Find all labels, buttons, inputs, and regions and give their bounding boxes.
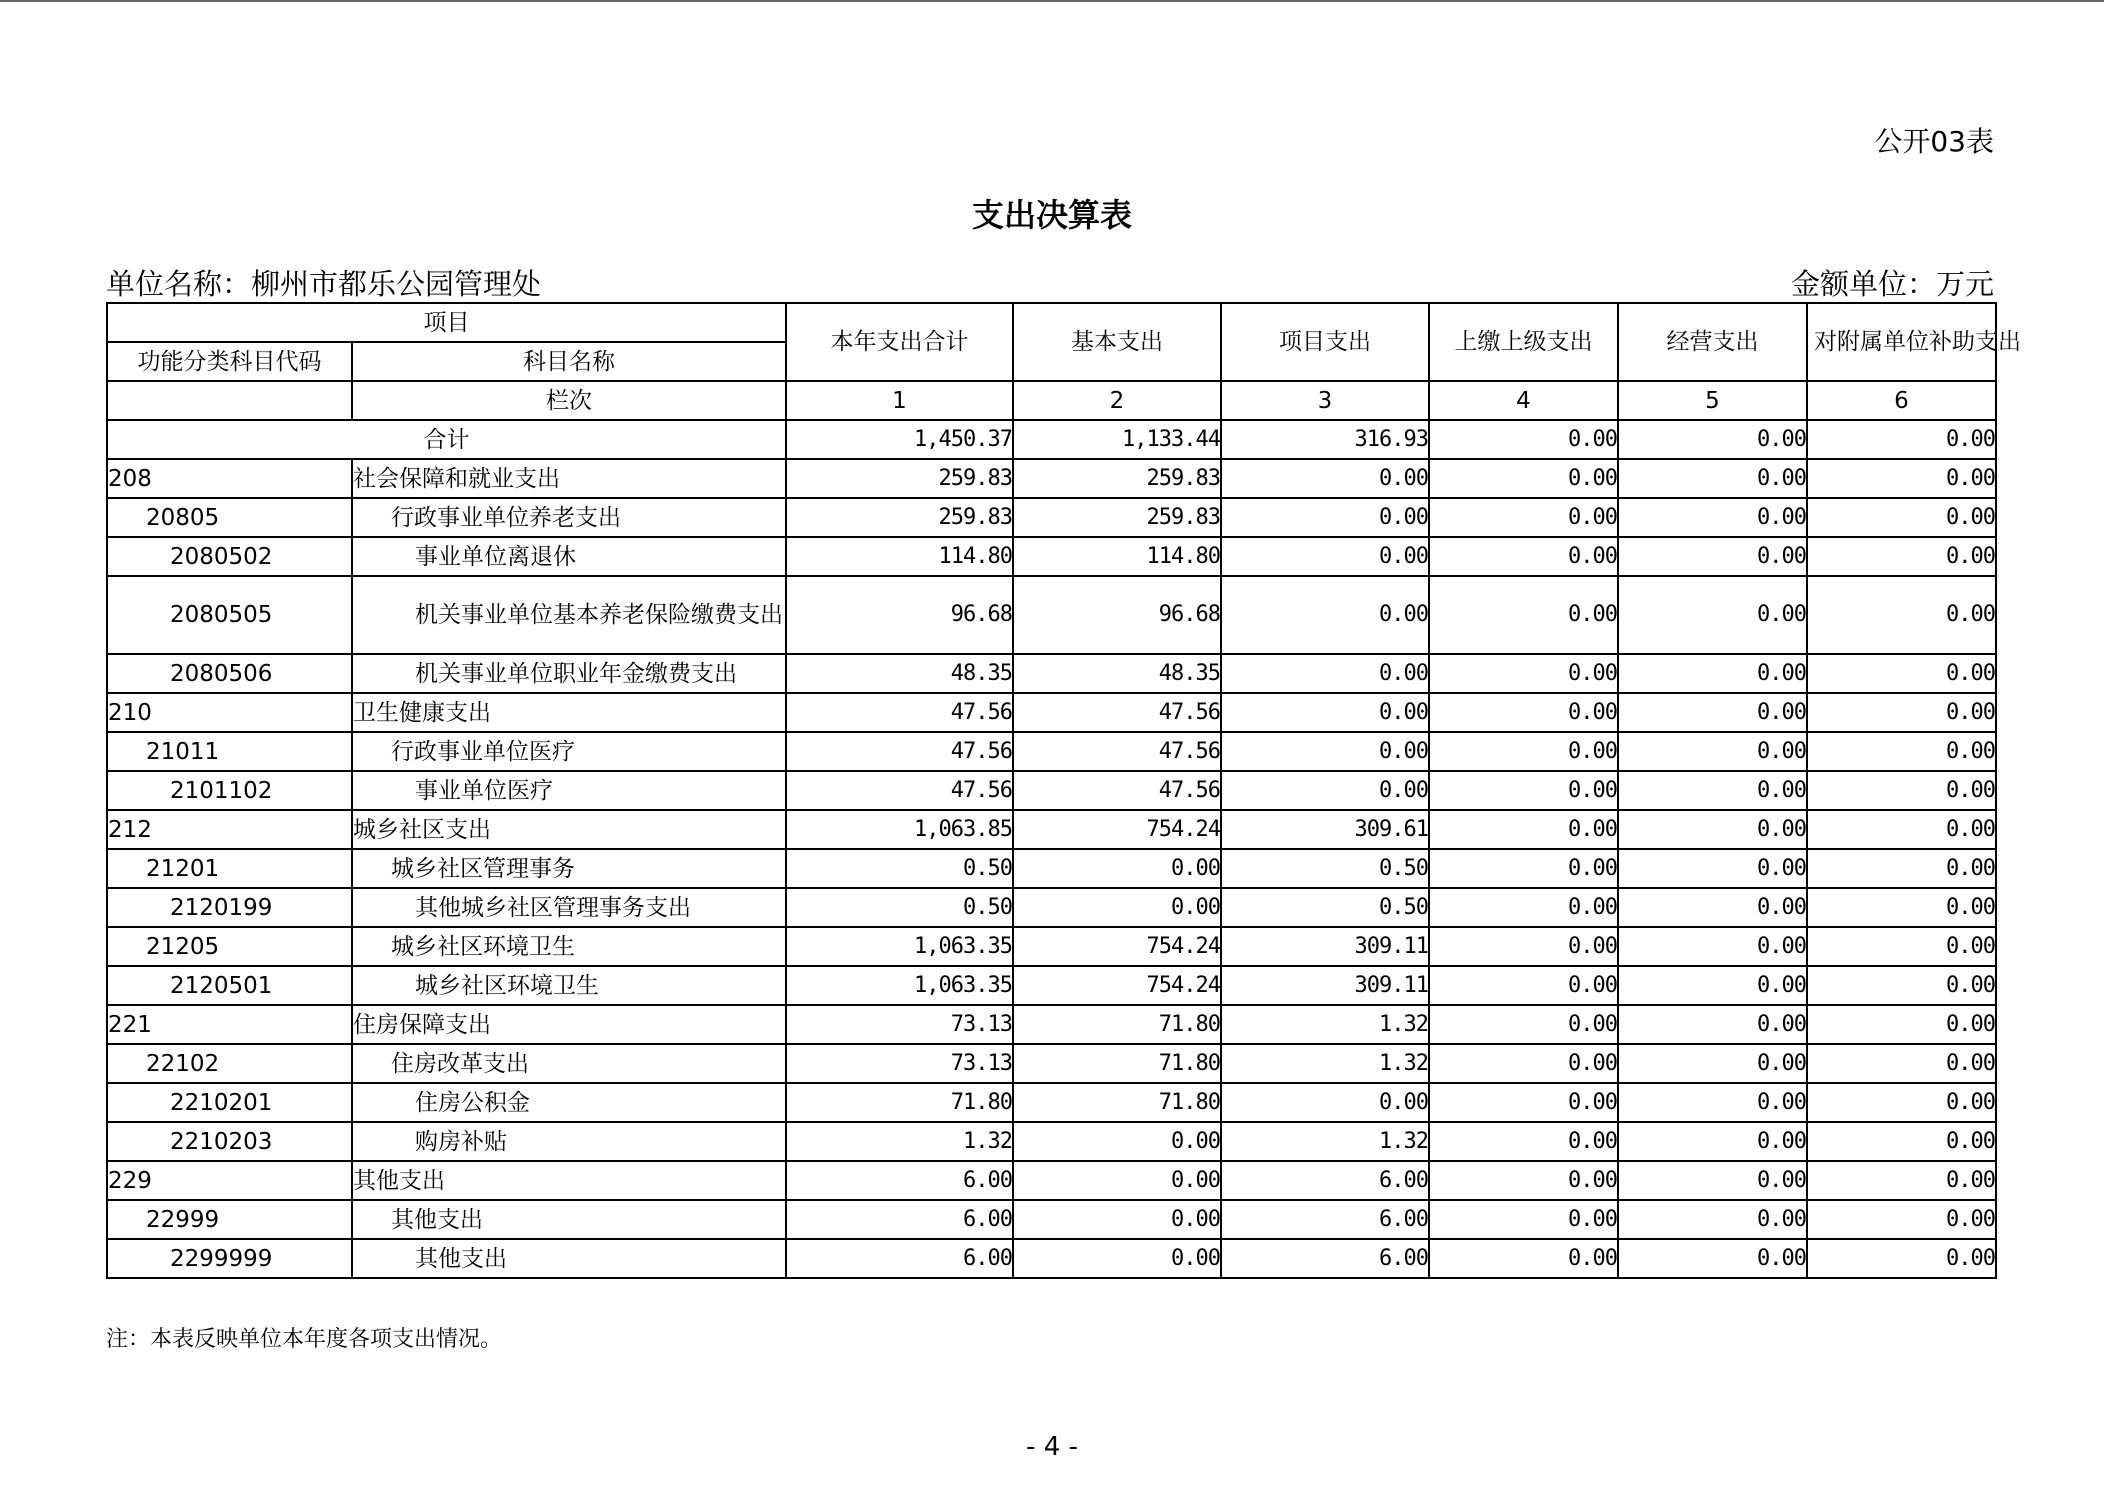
row-value: 0.00 bbox=[1618, 654, 1807, 693]
row-value: 0.00 bbox=[1807, 1122, 1996, 1161]
row-name: 城乡社区环境卫生 bbox=[352, 966, 786, 1005]
row-value: 259.83 bbox=[786, 498, 1013, 537]
row-code: 20805 bbox=[107, 498, 352, 537]
row-name: 机关事业单位基本养老保险缴费支出 bbox=[352, 576, 786, 654]
row-name: 事业单位医疗 bbox=[352, 771, 786, 810]
table-row bbox=[107, 1122, 1996, 1161]
row-code: 21201 bbox=[107, 849, 352, 888]
row-value: 0.00 bbox=[1807, 1044, 1996, 1083]
table-row bbox=[107, 537, 1996, 576]
column-index: 5 bbox=[1618, 381, 1807, 420]
row-value: 73.13 bbox=[786, 1005, 1013, 1044]
row-code: 2210201 bbox=[107, 1083, 352, 1122]
row-name: 住房改革支出 bbox=[352, 1044, 786, 1083]
row-value: 0.00 bbox=[1807, 849, 1996, 888]
row-value: 0.00 bbox=[1618, 849, 1807, 888]
row-value: 0.50 bbox=[786, 849, 1013, 888]
row-value: 0.00 bbox=[1013, 888, 1221, 927]
row-value: 6.00 bbox=[1221, 1161, 1429, 1200]
row-value: 0.00 bbox=[1807, 1239, 1996, 1278]
column-index: 2 bbox=[1013, 381, 1221, 420]
row-name: 行政事业单位医疗 bbox=[352, 732, 786, 771]
row-name: 事业单位离退休 bbox=[352, 537, 786, 576]
header-basic: 基本支出 bbox=[1013, 303, 1221, 381]
table-row bbox=[107, 888, 1996, 927]
column-index-blank bbox=[107, 381, 352, 420]
row-value: 259.83 bbox=[786, 459, 1013, 498]
row-value: 48.35 bbox=[1013, 654, 1221, 693]
total-cell: 0.00 bbox=[1807, 420, 1996, 459]
table-row bbox=[107, 771, 1996, 810]
row-value: 6.00 bbox=[1221, 1239, 1429, 1278]
row-value: 0.00 bbox=[1429, 732, 1618, 771]
row-value: 96.68 bbox=[786, 576, 1013, 654]
row-value: 309.61 bbox=[1221, 810, 1429, 849]
row-code: 2080506 bbox=[107, 654, 352, 693]
row-value: 71.80 bbox=[1013, 1005, 1221, 1044]
row-value: 0.00 bbox=[1429, 849, 1618, 888]
column-index: 1 bbox=[786, 381, 1013, 420]
total-cell: 0.00 bbox=[1618, 420, 1807, 459]
row-value: 0.00 bbox=[1807, 1005, 1996, 1044]
row-value: 0.00 bbox=[1618, 1044, 1807, 1083]
row-code: 229 bbox=[107, 1161, 352, 1200]
row-value: 0.00 bbox=[1429, 459, 1618, 498]
row-value: 0.00 bbox=[1618, 927, 1807, 966]
row-value: 1,063.85 bbox=[786, 810, 1013, 849]
table-row bbox=[107, 1005, 1996, 1044]
column-index-label: 栏次 bbox=[352, 381, 786, 420]
row-name: 城乡社区支出 bbox=[352, 810, 786, 849]
row-value: 0.00 bbox=[1807, 537, 1996, 576]
row-value: 0.00 bbox=[1807, 927, 1996, 966]
row-value: 48.35 bbox=[786, 654, 1013, 693]
row-value: 0.00 bbox=[1618, 1200, 1807, 1239]
row-name: 机关事业单位职业年金缴费支出 bbox=[352, 654, 786, 693]
row-value: 0.00 bbox=[1429, 810, 1618, 849]
header-name: 科目名称 bbox=[352, 342, 786, 381]
row-value: 0.00 bbox=[1221, 498, 1429, 537]
row-name: 社会保障和就业支出 bbox=[352, 459, 786, 498]
row-value: 0.00 bbox=[1807, 498, 1996, 537]
row-code: 212 bbox=[107, 810, 352, 849]
row-value: 0.00 bbox=[1429, 1044, 1618, 1083]
table-row bbox=[107, 1044, 1996, 1083]
row-value: 0.00 bbox=[1807, 459, 1996, 498]
row-value: 0.00 bbox=[1618, 966, 1807, 1005]
total-cell: 0.00 bbox=[1429, 420, 1618, 459]
table-row bbox=[107, 1200, 1996, 1239]
row-value: 259.83 bbox=[1013, 459, 1221, 498]
row-code: 22999 bbox=[107, 1200, 352, 1239]
row-value: 0.00 bbox=[1429, 654, 1618, 693]
row-code: 2210203 bbox=[107, 1122, 352, 1161]
row-value: 0.50 bbox=[1221, 888, 1429, 927]
row-value: 0.00 bbox=[1807, 966, 1996, 1005]
row-value: 47.56 bbox=[1013, 693, 1221, 732]
row-value: 1.32 bbox=[786, 1122, 1013, 1161]
table-row bbox=[107, 810, 1996, 849]
row-name: 其他支出 bbox=[352, 1239, 786, 1278]
total-cell: 1,450.37 bbox=[786, 420, 1013, 459]
header-project-expense: 项目支出 bbox=[1221, 303, 1429, 381]
row-value: 0.00 bbox=[1429, 576, 1618, 654]
row-code: 2120199 bbox=[107, 888, 352, 927]
row-code: 21011 bbox=[107, 732, 352, 771]
row-value: 0.00 bbox=[1429, 1239, 1618, 1278]
row-value: 71.80 bbox=[1013, 1044, 1221, 1083]
row-code: 2299999 bbox=[107, 1239, 352, 1278]
row-value: 1.32 bbox=[1221, 1044, 1429, 1083]
table-row bbox=[107, 576, 1996, 654]
row-value: 1.32 bbox=[1221, 1122, 1429, 1161]
table-row bbox=[107, 654, 1996, 693]
row-value: 114.80 bbox=[786, 537, 1013, 576]
row-value: 0.50 bbox=[1221, 849, 1429, 888]
row-value: 0.00 bbox=[1618, 888, 1807, 927]
row-value: 0.00 bbox=[1807, 810, 1996, 849]
row-value: 259.83 bbox=[1013, 498, 1221, 537]
row-value: 0.00 bbox=[1221, 537, 1429, 576]
row-code: 221 bbox=[107, 1005, 352, 1044]
row-value: 0.00 bbox=[1221, 459, 1429, 498]
row-name: 其他支出 bbox=[352, 1161, 786, 1200]
row-name: 卫生健康支出 bbox=[352, 693, 786, 732]
row-value: 0.00 bbox=[1618, 1161, 1807, 1200]
header-project: 项目 bbox=[107, 303, 786, 342]
table-row bbox=[107, 693, 1996, 732]
row-value: 114.80 bbox=[1013, 537, 1221, 576]
row-value: 47.56 bbox=[786, 693, 1013, 732]
row-value: 0.00 bbox=[1618, 537, 1807, 576]
row-value: 6.00 bbox=[786, 1239, 1013, 1278]
row-code: 2080505 bbox=[107, 576, 352, 654]
row-value: 1,063.35 bbox=[786, 927, 1013, 966]
row-value: 0.00 bbox=[1807, 1200, 1996, 1239]
row-value: 0.00 bbox=[1618, 576, 1807, 654]
table-row bbox=[107, 732, 1996, 771]
row-code: 2120501 bbox=[107, 966, 352, 1005]
row-value: 0.00 bbox=[1618, 1005, 1807, 1044]
row-value: 0.00 bbox=[1618, 1239, 1807, 1278]
row-value: 0.00 bbox=[1807, 771, 1996, 810]
row-value: 0.00 bbox=[1429, 1200, 1618, 1239]
row-value: 0.00 bbox=[1013, 849, 1221, 888]
amount-unit: 金额单位：万元 bbox=[1790, 267, 1994, 301]
row-value: 6.00 bbox=[786, 1200, 1013, 1239]
expenditure-table bbox=[106, 302, 2021, 1279]
table-row bbox=[107, 849, 1996, 888]
row-code: 21205 bbox=[107, 927, 352, 966]
row-code: 2101102 bbox=[107, 771, 352, 810]
row-name: 购房补贴 bbox=[352, 1122, 786, 1161]
row-value: 71.80 bbox=[1013, 1083, 1221, 1122]
row-value: 0.00 bbox=[1429, 498, 1618, 537]
row-value: 47.56 bbox=[1013, 732, 1221, 771]
row-value: 0.00 bbox=[1429, 888, 1618, 927]
row-value: 0.00 bbox=[1429, 537, 1618, 576]
row-value: 0.00 bbox=[1429, 1122, 1618, 1161]
table-row bbox=[107, 498, 1996, 537]
row-value: 0.00 bbox=[1221, 1083, 1429, 1122]
row-value: 0.00 bbox=[1807, 654, 1996, 693]
column-index: 6 bbox=[1807, 381, 1996, 420]
row-name: 住房公积金 bbox=[352, 1083, 786, 1122]
total-label: 合计 bbox=[107, 420, 786, 459]
row-value: 1.32 bbox=[1221, 1005, 1429, 1044]
table-row bbox=[107, 966, 1996, 1005]
row-value: 0.00 bbox=[1221, 732, 1429, 771]
row-value: 73.13 bbox=[786, 1044, 1013, 1083]
row-value: 1,063.35 bbox=[786, 966, 1013, 1005]
row-value: 0.00 bbox=[1429, 1161, 1618, 1200]
row-value: 0.00 bbox=[1807, 1083, 1996, 1122]
row-value: 0.00 bbox=[1221, 693, 1429, 732]
row-value: 0.00 bbox=[1807, 732, 1996, 771]
row-value: 754.24 bbox=[1013, 927, 1221, 966]
row-value: 0.00 bbox=[1429, 966, 1618, 1005]
row-value: 0.00 bbox=[1013, 1122, 1221, 1161]
row-value: 6.00 bbox=[1221, 1200, 1429, 1239]
row-value: 0.00 bbox=[1013, 1239, 1221, 1278]
row-code: 2080502 bbox=[107, 537, 352, 576]
row-value: 309.11 bbox=[1221, 927, 1429, 966]
row-value: 47.56 bbox=[786, 732, 1013, 771]
row-name: 城乡社区管理事务 bbox=[352, 849, 786, 888]
page-number: - 4 - bbox=[1026, 1432, 1078, 1462]
row-value: 0.00 bbox=[1429, 927, 1618, 966]
row-value: 0.00 bbox=[1807, 576, 1996, 654]
header-subsidy: 对附属单位补助支出 bbox=[1807, 303, 1996, 381]
row-value: 0.00 bbox=[1618, 771, 1807, 810]
row-value: 47.56 bbox=[1013, 771, 1221, 810]
row-value: 0.50 bbox=[786, 888, 1013, 927]
row-value: 47.56 bbox=[786, 771, 1013, 810]
row-value: 0.00 bbox=[1618, 732, 1807, 771]
row-value: 0.00 bbox=[1221, 576, 1429, 654]
row-value: 754.24 bbox=[1013, 966, 1221, 1005]
total-cell: 316.93 bbox=[1221, 420, 1429, 459]
table-note: 注：本表反映单位本年度各项支出情况。 bbox=[106, 1327, 503, 1352]
total-row bbox=[107, 420, 1996, 459]
header-total: 本年支出合计 bbox=[786, 303, 1013, 381]
row-code: 22102 bbox=[107, 1044, 352, 1083]
table-row bbox=[107, 1083, 1996, 1122]
row-name: 行政事业单位养老支出 bbox=[352, 498, 786, 537]
row-name: 城乡社区环境卫生 bbox=[352, 927, 786, 966]
row-value: 0.00 bbox=[1429, 1083, 1618, 1122]
total-cell: 1,133.44 bbox=[1013, 420, 1221, 459]
form-number: 公开03表 bbox=[1874, 125, 1994, 158]
row-value: 0.00 bbox=[1429, 771, 1618, 810]
column-index: 3 bbox=[1221, 381, 1429, 420]
column-index: 4 bbox=[1429, 381, 1618, 420]
header-code: 功能分类科目代码 bbox=[107, 342, 352, 381]
header-upper-payment: 上缴上级支出 bbox=[1429, 303, 1618, 381]
row-value: 0.00 bbox=[1618, 459, 1807, 498]
table-row bbox=[107, 1161, 1996, 1200]
row-value: 754.24 bbox=[1013, 810, 1221, 849]
top-border-line bbox=[0, 0, 2104, 2]
unit-name: 单位名称：柳州市都乐公园管理处 bbox=[106, 267, 542, 301]
row-value: 96.68 bbox=[1013, 576, 1221, 654]
row-value: 0.00 bbox=[1618, 498, 1807, 537]
page-title: 支出决算表 bbox=[971, 196, 1132, 234]
row-value: 0.00 bbox=[1013, 1200, 1221, 1239]
row-value: 0.00 bbox=[1013, 1161, 1221, 1200]
row-value: 0.00 bbox=[1429, 693, 1618, 732]
table-row bbox=[107, 1239, 1996, 1278]
row-value: 71.80 bbox=[786, 1083, 1013, 1122]
unit-info-line bbox=[106, 262, 1994, 302]
row-value: 0.00 bbox=[1807, 888, 1996, 927]
row-code: 208 bbox=[107, 459, 352, 498]
row-value: 309.11 bbox=[1221, 966, 1429, 1005]
row-code: 210 bbox=[107, 693, 352, 732]
header-business: 经营支出 bbox=[1618, 303, 1807, 381]
row-value: 0.00 bbox=[1807, 1161, 1996, 1200]
table-row bbox=[107, 459, 1996, 498]
row-value: 0.00 bbox=[1618, 1083, 1807, 1122]
row-value: 0.00 bbox=[1807, 693, 1996, 732]
row-name: 住房保障支出 bbox=[352, 1005, 786, 1044]
row-value: 0.00 bbox=[1618, 1122, 1807, 1161]
row-value: 0.00 bbox=[1429, 1005, 1618, 1044]
table-row bbox=[107, 927, 1996, 966]
row-value: 0.00 bbox=[1618, 810, 1807, 849]
row-name: 其他支出 bbox=[352, 1200, 786, 1239]
row-value: 0.00 bbox=[1221, 654, 1429, 693]
row-value: 6.00 bbox=[786, 1161, 1013, 1200]
row-value: 0.00 bbox=[1221, 771, 1429, 810]
row-name: 其他城乡社区管理事务支出 bbox=[352, 888, 786, 927]
row-value: 0.00 bbox=[1618, 693, 1807, 732]
